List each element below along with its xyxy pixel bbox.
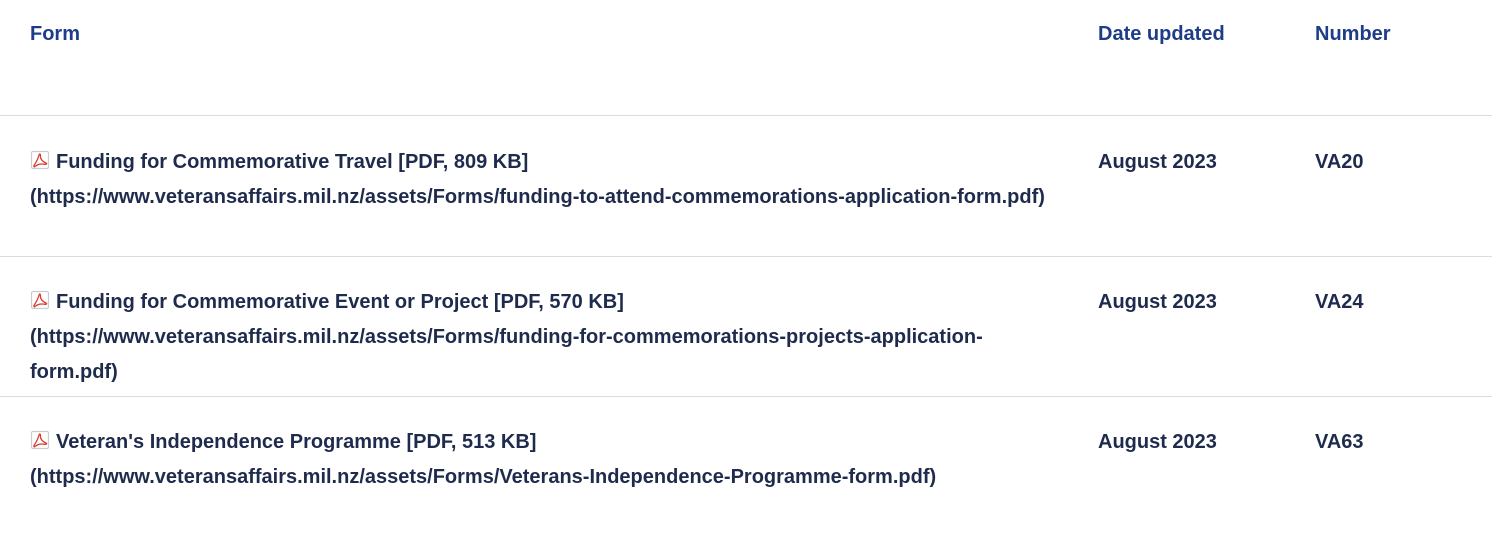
date-updated-cell: August 2023 bbox=[1098, 151, 1217, 173]
form-number-cell: VA20 bbox=[1315, 151, 1364, 173]
form-title: Funding for Commemorative Event or Project [PDF, 570 KB] bbox=[56, 291, 624, 313]
pdf-icon bbox=[30, 290, 50, 310]
column-header-form[interactable]: Form bbox=[30, 23, 80, 45]
form-url: (https://www.veteransaffairs.mil.nz/assets/Forms/Veterans-Independence-Programme-form.pdf) bbox=[30, 466, 937, 488]
form-cell bbox=[30, 285, 1060, 390]
table-row bbox=[0, 396, 1492, 536]
form-number-cell: VA63 bbox=[1315, 431, 1364, 453]
form-number-cell: VA24 bbox=[1315, 291, 1364, 313]
form-title: Veteran's Independence Programme [PDF, 513 KB] bbox=[56, 431, 537, 453]
form-link[interactable] bbox=[30, 431, 936, 488]
form-cell bbox=[30, 145, 1060, 215]
form-link[interactable] bbox=[30, 151, 1045, 208]
date-updated-cell: August 2023 bbox=[1098, 291, 1217, 313]
pdf-icon bbox=[30, 430, 50, 450]
form-link[interactable] bbox=[30, 291, 983, 383]
form-url: (https://www.veteransaffairs.mil.nz/assets/Forms/funding-to-attend-commemorations-application-form.pdf) bbox=[30, 186, 1045, 208]
table-row bbox=[0, 256, 1492, 397]
column-header-date-updated[interactable]: Date updated bbox=[1098, 23, 1225, 45]
form-title: Funding for Commemorative Travel [PDF, 809 KB] bbox=[56, 151, 529, 173]
table-header bbox=[0, 0, 1492, 116]
column-header-number[interactable]: Number bbox=[1315, 23, 1391, 45]
form-cell bbox=[30, 425, 1060, 495]
date-updated-cell: August 2023 bbox=[1098, 431, 1217, 453]
pdf-icon bbox=[30, 150, 50, 170]
form-url: (https://www.veteransaffairs.mil.nz/assets/Forms/funding-for-commemorations-projects-application-form.pdf) bbox=[30, 326, 983, 383]
table-row bbox=[0, 116, 1492, 257]
